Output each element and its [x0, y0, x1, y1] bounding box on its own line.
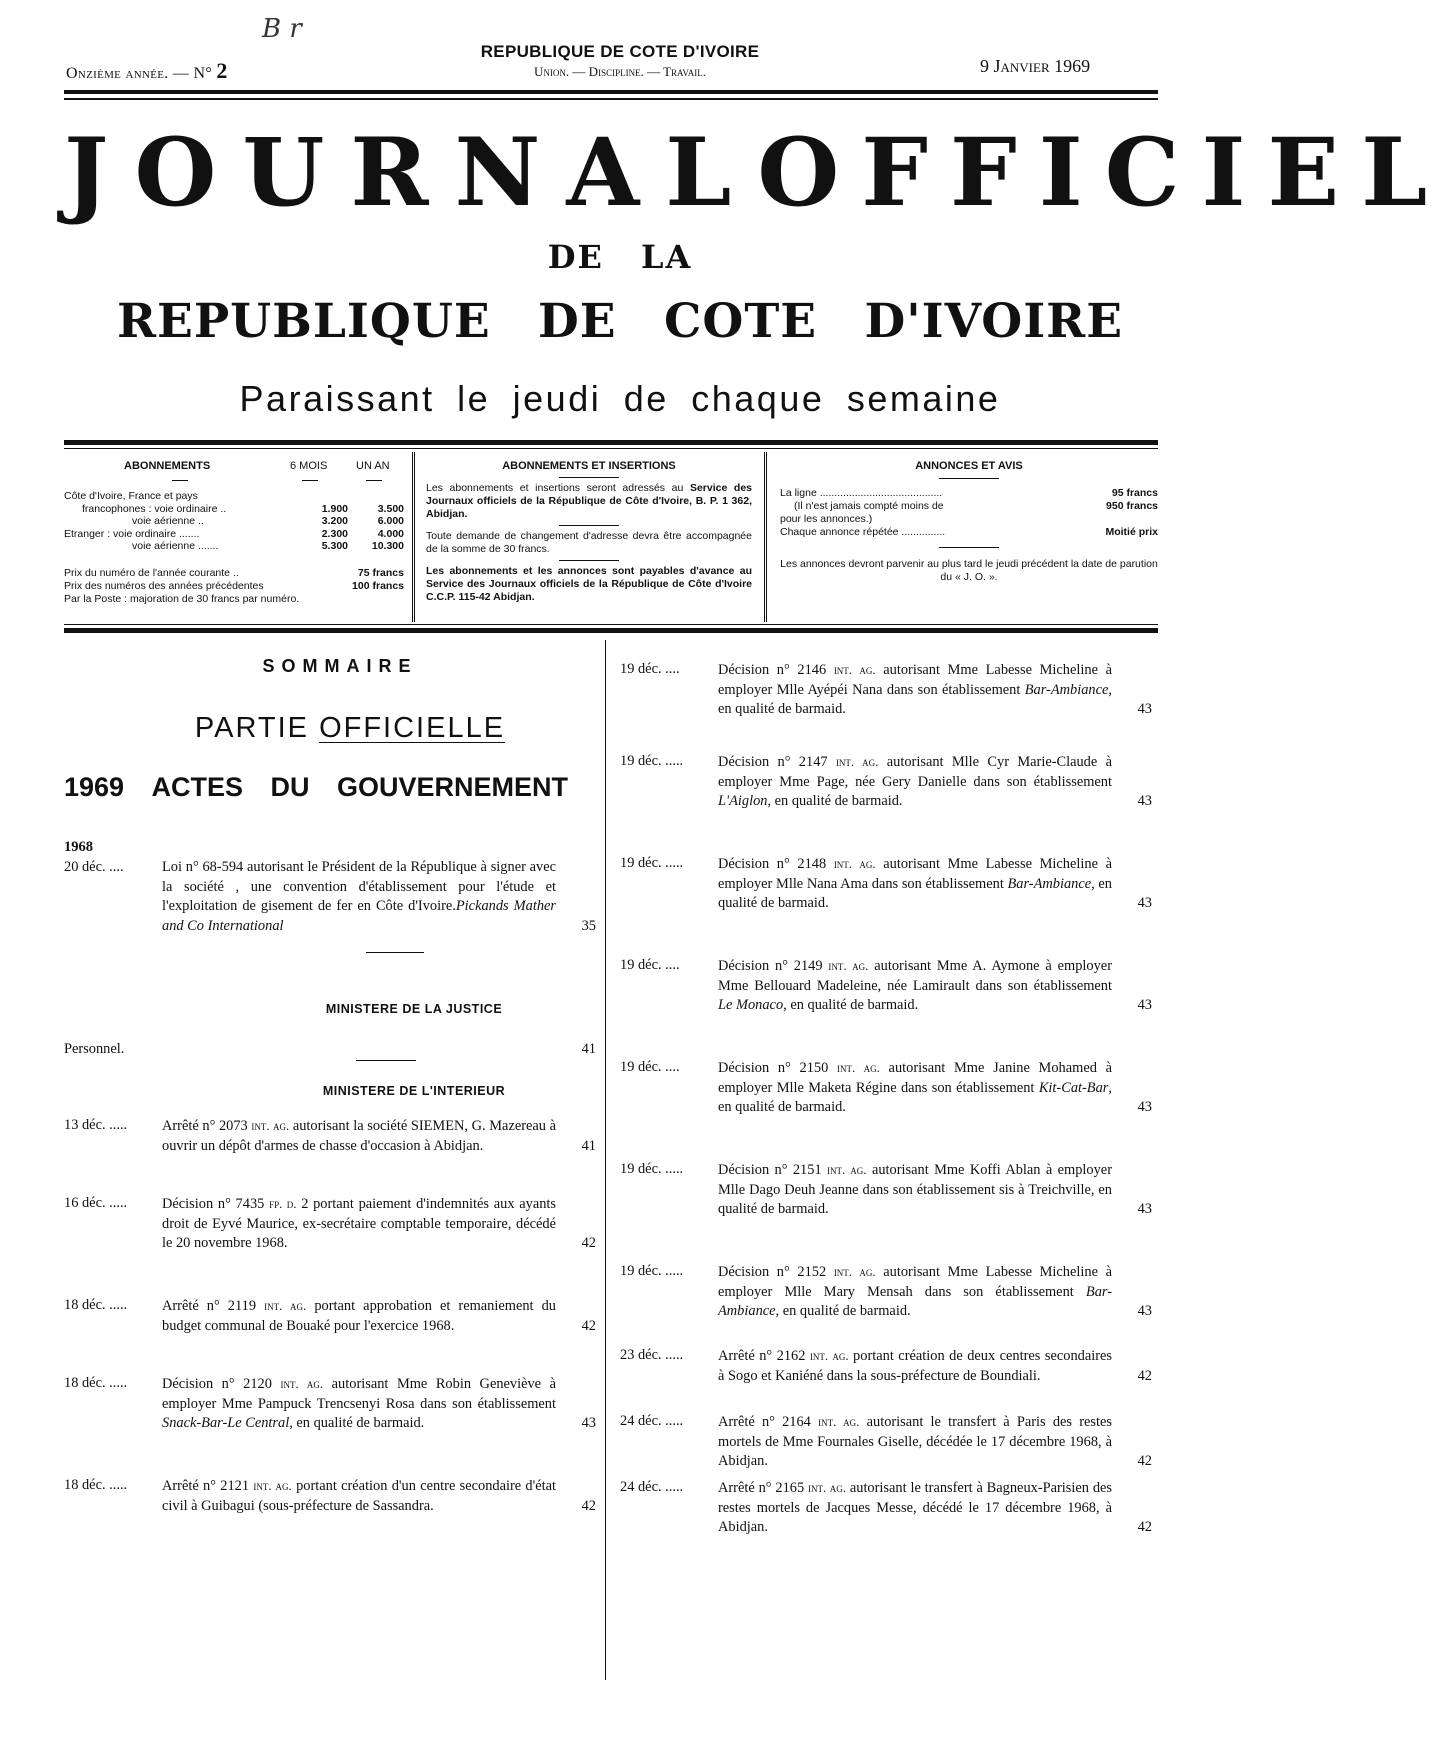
subscription-label: voie aérienne ....... [132, 540, 219, 552]
entry-text-part: Décision n° 2149 [718, 958, 829, 974]
box-rule-top-thick [64, 440, 1158, 445]
entry-page-number: 43 [581, 1415, 596, 1431]
entry-ref-code: int. ag. [264, 1298, 307, 1313]
entry-text-part: autorisant Mme Koffi Ablan à employer Mlle Dago Deuh Jeanne dans son établissement sis à Treichville, en qualité de barmaid. [718, 1162, 1112, 1217]
entry-establishment: Pickands Mather and Co International [162, 898, 556, 934]
insertions-p3: Les abonnements et les annonces sont payables d'avance au Service des Journaux officiels de la République de Côte d'Ivoire C.C.P. 115-42 Abidjan. [426, 565, 752, 603]
subscription-row [64, 515, 404, 528]
toc-entry-left [64, 1476, 596, 1516]
entry-ref-code: int. ag. [809, 1348, 849, 1363]
entry-text-part: Décision n° 2150 [718, 1060, 837, 1076]
actes-word-2: DU [270, 772, 310, 802]
entry-text-part: Décision n° 2152 [718, 1264, 834, 1280]
masthead-title [64, 118, 1449, 228]
entry-date: 23 déc. ..... [620, 1347, 684, 1363]
entry-text-part: , une convention d'établissement pour l'étude et l'exploitation de gisement de fer en Côte d'Ivoire. [162, 878, 556, 914]
entry-page-number: 42 [581, 1317, 596, 1334]
entry-establishment: Bar-Ambiance [1024, 681, 1109, 698]
subscription-an-value: 6.000 [377, 515, 404, 527]
subscription-6mois-value: 2.300 [321, 527, 348, 540]
entry-text-part: 2 portant paiement d'indemnités aux ayants droit de Eyvé Maurice, ex-secrétaire comptable temporaire, décédé le 20 novembre 1968. [162, 1196, 557, 1251]
annonces-min-label: (Il n'est jamais compté moins de [794, 500, 944, 512]
issue-year-label: Onzième année. — N° [66, 65, 213, 82]
subscription-an-value: 3.500 [377, 502, 404, 515]
toc-entry-right [620, 1346, 1152, 1386]
entry-date: 13 déc. ..... [64, 1117, 128, 1133]
entry-text [162, 1194, 556, 1254]
entry-page-number: 41 [581, 1137, 596, 1154]
subscriptions-heading: ABONNEMENTS [124, 460, 211, 472]
entry-date: 19 déc. .... [620, 1059, 680, 1075]
entry-text-part: Arrêté n° 2073 [162, 1118, 252, 1134]
price-row [64, 593, 404, 606]
price-row [64, 567, 404, 580]
entry-page-number: 41 [581, 1041, 596, 1057]
subscription-label: Etranger : voie ordinaire ....... [64, 527, 200, 540]
header-republic [440, 42, 800, 80]
header-rule-thin [64, 98, 1158, 100]
entry-text-part: Arrêté n° 2165 [718, 1480, 809, 1496]
entry-text [162, 1374, 556, 1434]
entry-page-number: 42 [1137, 1367, 1152, 1384]
annonces-note: Les annonces devront parvenir au plus tard le jeudi précédent la date de parution du « J. O. ». [780, 558, 1158, 583]
subscription-label: francophones : voie ordinaire .. [82, 502, 227, 515]
entry-date: 24 déc. ..... [620, 1479, 684, 1495]
entry-text [718, 660, 1112, 720]
actes-heading [64, 772, 568, 803]
price-value: 75 francs [357, 566, 404, 579]
entry-date: 19 déc. .... [620, 957, 680, 973]
toc-entry-right [620, 1262, 1152, 1322]
actes-word-3: GOUVERNEMENT [336, 772, 568, 802]
toc-entry-right [620, 752, 1152, 812]
entry-text-part: , en qualité de barmaid. [775, 1303, 911, 1319]
box-divider-2 [764, 452, 768, 622]
entry-date: 18 déc. ..... [64, 1375, 128, 1391]
column-divider [605, 640, 606, 1680]
entry-establishment: Kit-Cat-Bar [1038, 1079, 1109, 1096]
entry-date: 19 déc. ..... [620, 1263, 684, 1279]
entry-text [162, 1116, 556, 1156]
entry-text-part: portant création de deux centres secondaires à Sogo et Kaniéné dans la sous-préfecture de Boundiali. [718, 1348, 1113, 1384]
entry-ref-code: int. ag. [828, 958, 869, 973]
annonces-repeat-value: Moitié prix [1105, 526, 1158, 538]
entry-text-part: Loi n° 68-594 autorisant le Président de la République à signer avec la société [162, 859, 556, 895]
subscription-6mois-value: 3.200 [321, 515, 348, 527]
entry-ref-code: int. ag. [827, 1162, 867, 1177]
actes-word-1: ACTES [151, 772, 244, 802]
entry-text-part: portant approbation et remaniement du budget communal de Bouaké pour l'exercice 1968. [162, 1298, 556, 1334]
entry-text-part: autorisant Mme Labesse Micheline à employer Mlle Ayépéi Nana dans son établissement [718, 662, 1112, 698]
annonces-min-tail: pour les annonces.) [780, 513, 873, 525]
toc-entry-left [64, 1374, 596, 1434]
ministere-justice-heading: MINISTERE DE LA JUSTICE [325, 1002, 503, 1016]
entry-date: 19 déc. ..... [620, 1161, 684, 1177]
entry-text-part: Arrêté n° 2121 [162, 1478, 254, 1494]
entry-date: 20 déc. .... [64, 859, 124, 875]
issue-number: 2 [216, 58, 228, 83]
entry-page-number: 42 [1137, 1519, 1152, 1535]
entry-establishment: Le Monaco [718, 997, 784, 1013]
annonces-minimum [780, 500, 1158, 513]
partie-word: PARTIE [194, 712, 309, 744]
toc-entry-right [620, 1478, 1152, 1538]
box-divider-1 [412, 452, 416, 622]
year-1968-label: 1968 [64, 839, 93, 855]
subscription-label: Côte d'Ivoire, France et pays [64, 490, 198, 502]
subscription-row [64, 503, 404, 516]
toc-entry-left [64, 858, 596, 936]
toc-entry-left [64, 1194, 596, 1254]
entry-establishment: Bar-Ambiance [718, 1283, 1112, 1319]
entry-ref-code: int. ag. [833, 662, 876, 677]
entry-text [718, 1412, 1112, 1472]
entry-text [718, 956, 1112, 1016]
entry-date: 18 déc. ..... [64, 1477, 128, 1493]
subscription-row [64, 490, 404, 503]
sommaire-heading: SOMMAIRE [262, 656, 418, 676]
annonces-heading: ANNONCES ET AVIS [915, 460, 1023, 472]
price-label: Prix du numéro de l'année courante .. [64, 566, 239, 579]
subscription-an-value [348, 490, 404, 503]
ministere-interieur-heading: MINISTERE DE L'INTERIEUR [322, 1084, 506, 1098]
insertions-p1-address: Service des Journaux officiels de la République de Côte d'Ivoire, B. P. 1 362, Abidjan. [426, 482, 752, 520]
subscription-box [64, 452, 1158, 622]
entry-text-part: autorisant le transfert à Paris des restes mortels de Mme Fournales Giselle, décédée le 17 décembre 1968, à Abidjan. [718, 1414, 1112, 1469]
entry-text-part: , en qualité de barmaid. [718, 1079, 1112, 1115]
header-republic-name: REPUBLIQUE DE COTE D'IVOIRE [480, 42, 760, 61]
entry-ref-code: int. ag. [280, 1376, 324, 1391]
entry-text [718, 1346, 1112, 1386]
box-rule-bottom-thick [64, 628, 1158, 633]
entry-text-part: Décision n° 2148 [718, 856, 834, 872]
subscription-an-value: 4.000 [377, 527, 404, 540]
issue-date: 9 Janvier 1969 [980, 56, 1091, 76]
subscription-row [64, 528, 404, 541]
subscriptions-table [64, 490, 404, 553]
annonces-min-value: 950 francs [1106, 500, 1158, 512]
entry-date: 24 déc. ..... [620, 1413, 684, 1429]
entry-text-part: Décision n° 2151 [718, 1162, 828, 1178]
entry-page-number: 43 [1137, 1201, 1152, 1217]
masthead-tagline: Paraissant le jeudi de chaque semaine [239, 378, 1001, 419]
entry-text [162, 1296, 556, 1336]
toc-entry-right [620, 956, 1152, 1016]
masthead-word-journal: JOURNAL [64, 118, 758, 228]
entry-date: 19 déc. ..... [620, 753, 684, 769]
box-rule-bottom-thin [64, 624, 1158, 625]
insertions-heading: ABONNEMENTS ET INSERTIONS [502, 460, 676, 472]
insertions-p1 [426, 482, 752, 521]
annonces-line-value: 95 francs [1111, 487, 1158, 499]
toc-entry-left [64, 1116, 596, 1156]
subscriptions-col-6mois: 6 MOIS [290, 460, 328, 472]
masthead-word-officiel: OFFICIEL [757, 118, 1449, 228]
header-rule-thick [64, 90, 1158, 94]
entry-text: Personnel. [64, 1041, 125, 1057]
subscriptions-col-an: UN AN [356, 460, 390, 472]
entry-text-part: autorisant la société SIEMEN, G. Mazereau à ouvrir un dépôt d'armes de chasse d'occasion à Abidjan. [162, 1118, 557, 1154]
entry-text-part: autorisant le transfert à Bagneux-Parisien des restes mortels de Jacques Messe, décédé le 17 décembre 1968, à Abidjan. [718, 1480, 1113, 1535]
subscription-row [64, 540, 404, 553]
header-motto: Union. — Discipline. — Travail. [534, 64, 706, 79]
entry-page-number: 43 [1137, 895, 1152, 911]
entry-text [718, 1058, 1112, 1118]
subscription-6mois-value [302, 490, 348, 503]
issue-info [66, 58, 228, 84]
entry-text [718, 1160, 1112, 1220]
officielle-word: OFFICIELLE [319, 712, 506, 744]
entry-date: 19 déc. ..... [620, 855, 684, 871]
entry-page-number: 43 [1137, 701, 1152, 717]
annonces-line-label: La ligne .......................................... [780, 487, 943, 499]
entry-page-number: 42 [581, 1497, 596, 1514]
entry-ref-code: int. ag. [833, 1264, 876, 1279]
entry-text-part: , en qualité de barmaid. [718, 875, 1112, 911]
subscription-6mois-value: 1.900 [321, 502, 348, 515]
entry-date: 16 déc. ..... [64, 1195, 128, 1211]
insertions-column [426, 460, 752, 604]
entry-text-part: Arrêté n° 2164 [718, 1414, 819, 1430]
subscription-6mois-value: 5.300 [321, 540, 348, 552]
price-row [64, 580, 404, 593]
handwritten-mark: B r [262, 14, 302, 44]
actes-year: 1969 [64, 772, 125, 802]
masthead-de-la: DE LA [547, 238, 693, 276]
entry-page-number: 42 [1137, 1453, 1152, 1469]
entry-text [718, 1262, 1112, 1322]
toc-entry-left [64, 1296, 596, 1336]
toc-entry-right [620, 1160, 1152, 1220]
entry-ref-code: int. ag. [835, 754, 879, 769]
entry-text-part: , en qualité de barmaid. [718, 681, 1112, 717]
toc-entry-right [620, 1058, 1152, 1118]
price-label: Par la Poste : majoration de 30 francs par numéro. [64, 592, 300, 605]
entry-text-part: , en qualité de barmaid. [289, 1415, 425, 1431]
masthead-republic: REPUBLIQUE DE COTE D'IVOIRE [116, 294, 1124, 349]
entry-text [162, 858, 556, 936]
toc-entry-right [620, 854, 1152, 914]
entry-date: 19 déc. .... [620, 661, 680, 677]
entry-text-part: autorisant Mlle Cyr Marie-Claude à employer Mme Page, née Gery Danielle dans son établissement [718, 754, 1112, 790]
entry-page-number: 43 [1137, 1099, 1152, 1115]
price-value: 100 francs [352, 579, 404, 592]
entry-text-part: portant création d'un centre secondaire d'état civil à Guibagui (sous-préfecture de Sassandra. [162, 1478, 556, 1514]
entry-ref-code: int. ag. [837, 1060, 880, 1075]
entry-text-part: autorisant Mme A. Aymone à employer Mme Bellouard Madeleine, née Lamirault dans son établissement [718, 958, 1112, 994]
subscriptions-column [64, 460, 404, 606]
toc-entry-right [620, 1412, 1152, 1472]
entry-text [718, 1478, 1112, 1538]
entry-establishment: Bar-Ambiance [1007, 875, 1092, 892]
entry-page-number: 42 [581, 1235, 596, 1251]
entry-page-number: 35 [581, 917, 596, 934]
annonces-repeat-label: Chaque annonce répétée ............... [780, 526, 946, 538]
toc-entry-right [620, 660, 1152, 720]
entry-establishment: L'Aiglon [718, 793, 768, 809]
box-rule-top-thin [64, 448, 1158, 449]
entry-text-part: Décision n° 2147 [718, 754, 836, 770]
entry-text-part: Arrêté n° 2119 [162, 1298, 265, 1314]
price-list [64, 567, 404, 606]
entry-establishment: Snack-Bar-Le Central [162, 1415, 290, 1431]
entry-text-part: Décision n° 2146 [718, 662, 834, 678]
entry-ref-code: int. ag. [818, 1414, 860, 1429]
entry-text-part: Arrêté n° 2162 [718, 1348, 810, 1364]
annonces-repeat [780, 526, 1158, 539]
entry-ref-code: fp. d. [269, 1196, 297, 1211]
entry-page-number: 43 [1137, 793, 1152, 809]
entry-text-part: Décision n° 2120 [162, 1376, 281, 1392]
subscription-label: voie aérienne .. [132, 515, 204, 527]
entry-text-part: autorisant Mme Janine Mohamed à employer Mlle Maketa Régine dans son établissement [718, 1060, 1112, 1096]
entry-ref-code: int. ag. [833, 856, 876, 871]
entry-ref-code: int. ag. [253, 1478, 292, 1493]
entry-date: 18 déc. ..... [64, 1297, 128, 1313]
entry-text [162, 1476, 556, 1516]
subscription-an-value: 10.300 [371, 540, 404, 552]
insertions-p1-text: Les abonnements et insertions seront adressés au [426, 482, 684, 494]
entry-text-part: autorisant Mme Labesse Micheline à employer Mlle Nana Ama dans son établissement [718, 856, 1112, 892]
annonces-line-price [780, 487, 1158, 500]
entry-text-part: autorisant Mme Robin Geneviève à employer Mme Pampuck Trencsenyi Rosa dans son établissement [162, 1376, 556, 1412]
entry-text [718, 752, 1112, 812]
insertions-p2: Toute demande de changement d'adresse devra être accompagnée de la somme de 30 francs. [426, 530, 752, 555]
entry-text-part: , en qualité de barmaid. [767, 793, 903, 809]
entry-text [718, 854, 1112, 914]
annonces-column [780, 460, 1158, 584]
toc-entry-left [64, 1040, 596, 1060]
entry-text-part: , en qualité de barmaid. [783, 997, 919, 1013]
partie-officielle-heading [160, 712, 540, 745]
entry-page-number: 43 [1137, 1303, 1152, 1319]
entry-page-number: 43 [1137, 997, 1152, 1013]
entry-ref-code: int. ag. [251, 1118, 290, 1133]
price-label: Prix des numéros des années précédentes [64, 579, 264, 592]
entry-ref-code: int. ag. [808, 1480, 847, 1495]
entry-text-part: autorisant Mme Labesse Micheline à employer Mlle Mary Mensah dans son établissement [718, 1264, 1112, 1300]
entry-text-part: Décision n° 7435 [162, 1196, 270, 1212]
